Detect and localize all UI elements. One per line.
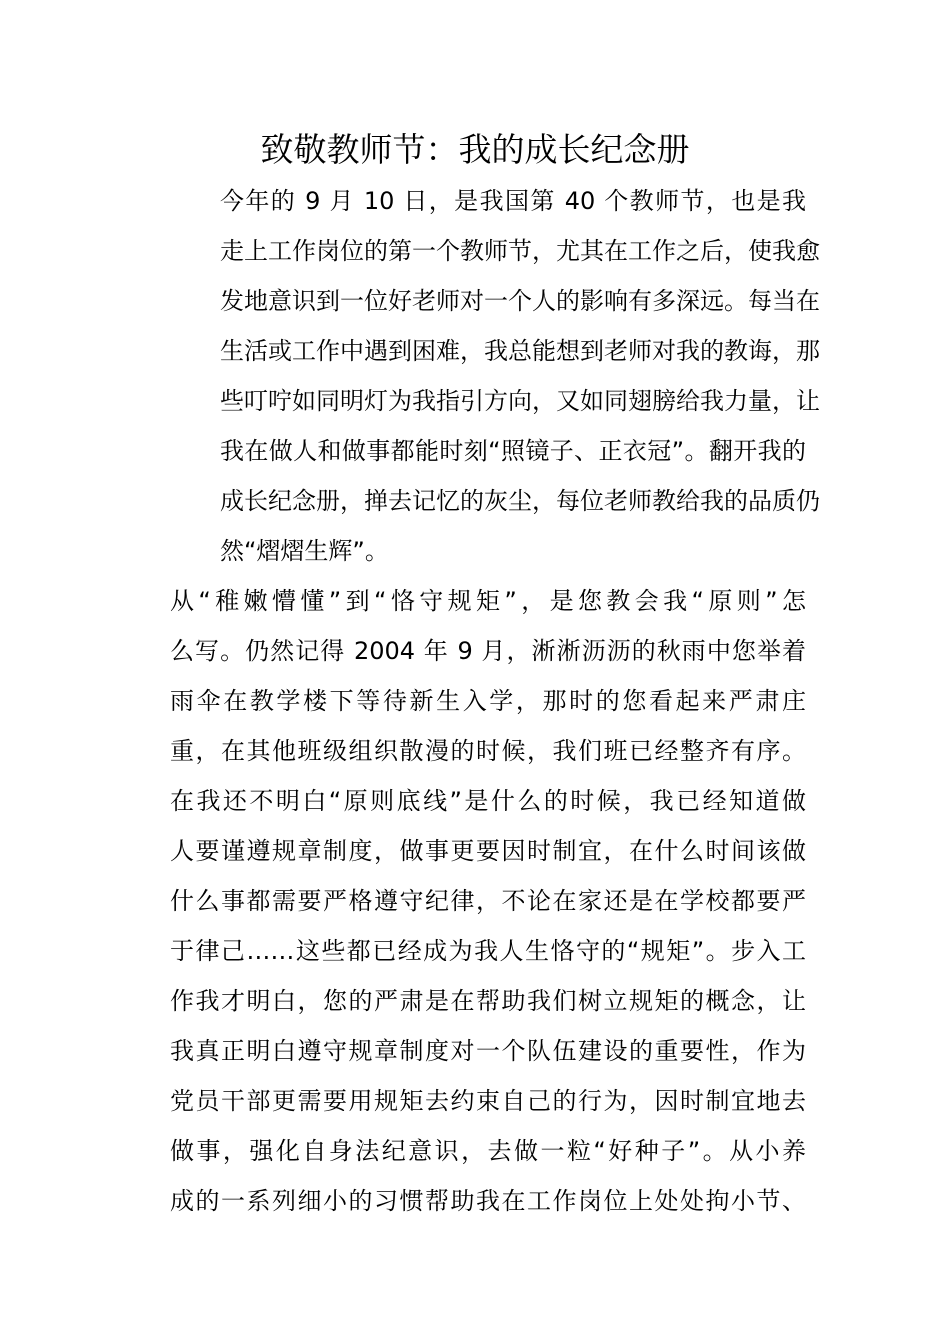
paragraph-line: 我真正明白遵守规章制度对一个队伍建设的重要性，作为 — [170, 1037, 806, 1065]
paragraph-line: 么写。仍然记得 2004 年 9 月，淅淅沥沥的秋雨中您举着 — [170, 637, 806, 665]
document-title: 致敬教师节：我的成长纪念册 — [260, 130, 690, 169]
paragraph-line: 成的一系列细小的习惯帮助我在工作岗位上处处拘小节、 — [170, 1187, 806, 1215]
paragraph-line: 作我才明白，您的严肃是在帮助我们树立规矩的概念，让 — [170, 987, 806, 1015]
document-body — [144, 176, 820, 1226]
paragraph-2 — [144, 576, 806, 1226]
paragraph-line: 我在做人和做事都能时刻“照镜子、正衣冠”。翻开我的 — [220, 437, 806, 465]
paragraph-line: 党员干部更需要用规矩去约束自己的行为，因时制宜地去 — [170, 1087, 806, 1115]
paragraph-line: 然“熠熠生辉”。 — [220, 537, 389, 565]
paragraph-line: 今年的 9 月 10 日，是我国第 40 个教师节，也是我 — [220, 187, 806, 215]
paragraph-line: 发地意识到一位好老师对一个人的影响有多深远。每当在 — [220, 287, 820, 315]
paragraph-line: 从“稚嫩懵懂”到“恪守规矩”，是您教会我“原则”怎 — [170, 587, 806, 615]
paragraph-line: 人要谨遵规章制度，做事更要因时制宜，在什么时间该做 — [170, 837, 806, 865]
paragraph-line: 走上工作岗位的第一个教师节，尤其在工作之后，使我愈 — [220, 237, 820, 265]
paragraph-line: 成长纪念册，掸去记忆的灰尘，每位老师教给我的品质仍 — [220, 487, 820, 515]
paragraph-line: 什么事都需要严格遵守纪律，不论在家还是在学校都要严 — [170, 887, 806, 915]
paragraph-line: 于律己……这些都已经成为我人生恪守的“规矩”。步入工 — [170, 937, 806, 965]
paragraph-line: 在我还不明白“原则底线”是什么的时候，我已经知道做 — [170, 787, 806, 815]
paragraph-1 — [144, 176, 820, 576]
paragraph-line: 重，在其他班级组织散漫的时候，我们班已经整齐有序。 — [170, 737, 806, 765]
paragraph-line: 生活或工作中遇到困难，我总能想到老师对我的教诲，那 — [220, 337, 820, 365]
paragraph-line: 雨伞在教学楼下等待新生入学，那时的您看起来严肃庄 — [170, 687, 806, 715]
paragraph-line: 做事，强化自身法纪意识，去做一粒“好种子”。从小养 — [170, 1137, 806, 1165]
paragraph-line: 些叮咛如同明灯为我指引方向，又如同翅膀给我力量，让 — [220, 387, 820, 415]
